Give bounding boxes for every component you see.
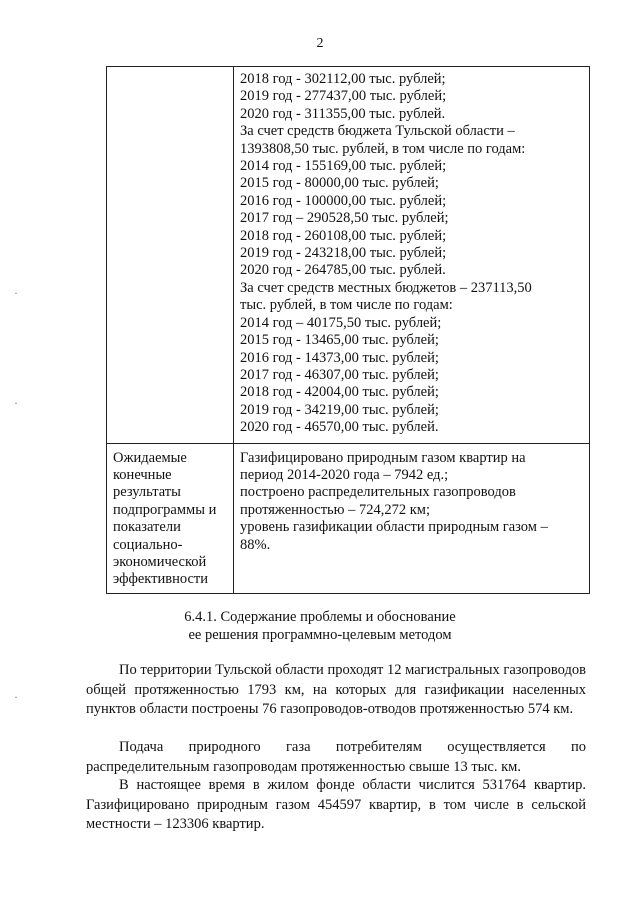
funding-line: За счет средств местных бюджетов – 237113,50 (240, 279, 532, 296)
funding-line: 2015 год - 13465,00 тыс. рублей; (240, 332, 439, 349)
funding-line: 2017 год - 46307,00 тыс. рублей; (240, 366, 439, 383)
results-label-line: экономической (113, 553, 207, 570)
funding-line: 2018 год - 302112,00 тыс. рублей; (240, 71, 446, 87)
results-label-line: подпрограммы и (113, 501, 217, 518)
program-table (106, 66, 590, 594)
table-cell-funding (234, 67, 589, 443)
scan-mark: · (14, 690, 18, 704)
funding-line: 2016 год - 100000,00 тыс. рублей; (240, 192, 447, 209)
funding-line: 2017 год – 290528,50 тыс. рублей; (240, 210, 449, 227)
funding-line: 2014 год - 155169,00 тыс. рублей; (240, 158, 447, 175)
results-label-line: эффективности (113, 571, 208, 588)
funding-line: За счет средств бюджета Тульской области – (240, 123, 515, 140)
results-text-line: построено распределительных газопроводов (240, 484, 516, 501)
results-label-line: Ожидаемые (113, 449, 187, 466)
funding-line: тыс. рублей, в том числе по годам: (240, 297, 453, 314)
funding-line: 2020 год - 46570,00 тыс. рублей. (240, 419, 439, 436)
results-text-line: Газифицировано природным газом квартир на (240, 449, 526, 466)
section-heading (0, 608, 640, 644)
table-cell-label-empty (107, 67, 234, 443)
table-cell-results-label (107, 444, 234, 593)
funding-line: 1393808,50 тыс. рублей, в том числе по годам: (240, 140, 526, 157)
section-heading-line2: ее решения программно-целевым методом (188, 627, 452, 643)
table-row-funding (107, 67, 589, 443)
funding-line: 2020 год - 311355,00 тыс. рублей. (240, 105, 446, 122)
paragraph-gas-pipelines: По территории Тульской области проходят 12 магистральных газопроводов общей протяженностью 1793 км, на которых для газификации населенных пунктов области построены 76 газопроводов-отводов протяженностью 574 км. (86, 662, 586, 718)
funding-line: 2019 год - 277437,00 тыс. рублей; (240, 88, 447, 105)
page-number: 2 (316, 36, 324, 51)
funding-line: 2020 год - 264785,00 тыс. рублей. (240, 262, 446, 279)
results-label-line: социально- (113, 536, 183, 553)
results-label-line: результаты (113, 484, 181, 501)
results-label-line: показатели (113, 519, 181, 536)
paragraph-gas-supply: Подача природного газа потребителям осуществляется по распределительным газопроводам протяженностью свыше 13 тыс. км. (86, 739, 586, 775)
results-text-line: 88%. (240, 536, 271, 553)
paragraph-housing-stock: В настоящее время в жилом фонде области числится 531764 квартир. Газифицировано природным газом 454597 квартир, в том числе в сельской местности – 123306 квартир. (86, 777, 586, 833)
funding-line: 2016 год - 14373,00 тыс. рублей; (240, 349, 439, 366)
scan-mark: · (14, 396, 18, 410)
table-cell-results-text (234, 444, 589, 593)
funding-line: 2019 год - 34219,00 тыс. рублей; (240, 401, 439, 418)
table-row-results (107, 443, 589, 593)
results-label-line: конечные (113, 466, 172, 483)
funding-line: 2018 год - 260108,00 тыс. рублей; (240, 227, 447, 244)
section-heading-line1: 6.4.1. Содержание проблемы и обоснование (184, 609, 456, 625)
results-text-line: протяженностью – 724,272 км; (240, 501, 430, 518)
funding-line: 2014 год – 40175,50 тыс. рублей; (240, 314, 442, 331)
funding-line: 2019 год - 243218,00 тыс. рублей; (240, 245, 447, 262)
funding-line: 2015 год - 80000,00 тыс. рублей; (240, 175, 439, 192)
scan-mark: · (14, 286, 18, 300)
results-text-line: уровень газификации области природным газом – (240, 519, 548, 536)
results-text-line: период 2014-2020 года – 7942 ед.; (240, 466, 449, 483)
funding-line: 2018 год - 42004,00 тыс. рублей; (240, 384, 439, 401)
